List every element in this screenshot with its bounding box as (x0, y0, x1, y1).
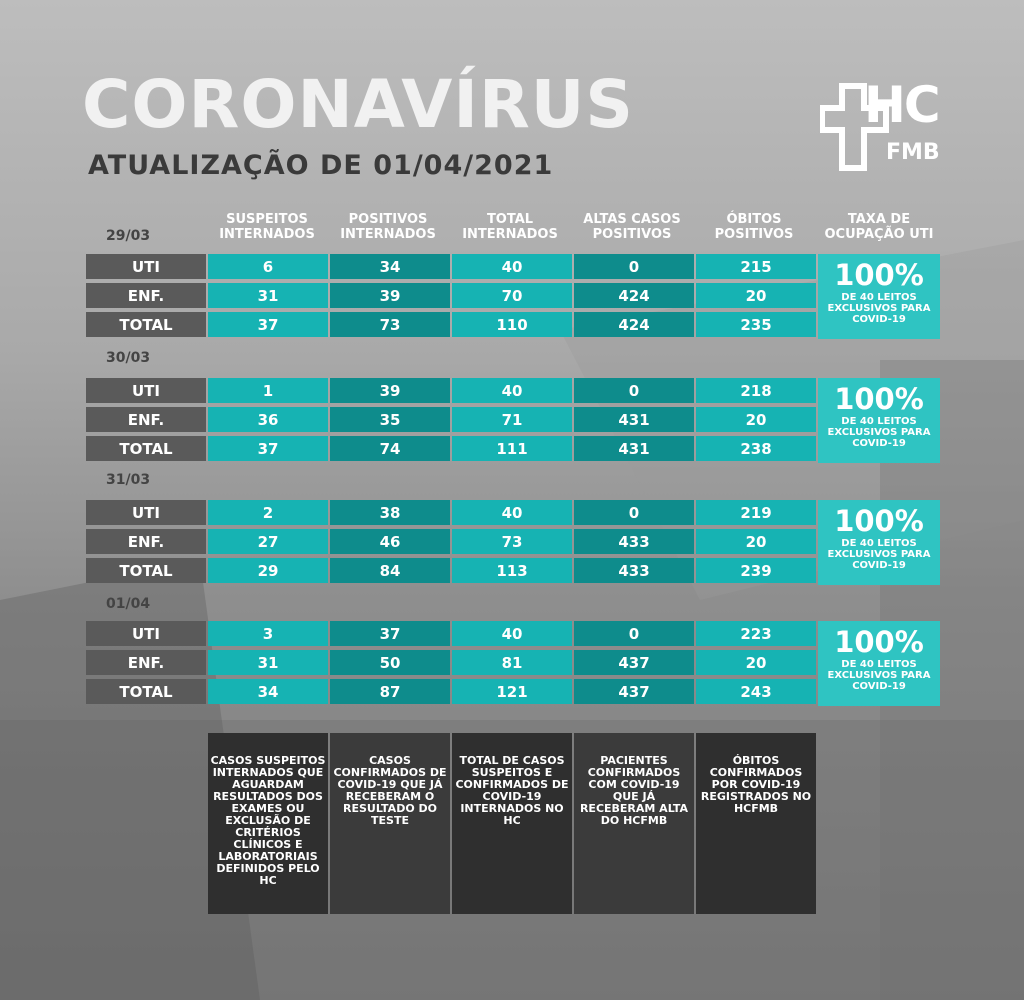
table-cell: 20 (696, 529, 816, 554)
table-cell: 219 (696, 500, 816, 525)
row-label: UTI (86, 621, 206, 646)
table-cell: 424 (574, 283, 694, 308)
table-cell: 27 (208, 529, 328, 554)
table-cell: 84 (330, 558, 450, 583)
row-label: TOTAL (86, 558, 206, 583)
legend-suspeitos: CASOS SUSPEITOS INTERNADOS QUE AGUARDAM RESULTADOS DOS EXAMES OU EXCLUSÃO DE CRITÉRIOS CLÍNICOS E LABORATORIAIS DEFINIDOS PELO HC (208, 733, 328, 914)
table-cell: 50 (330, 650, 450, 675)
table-cell: 31 (208, 650, 328, 675)
table-cell: 238 (696, 436, 816, 461)
table-cell: 433 (574, 529, 694, 554)
table-cell: 424 (574, 312, 694, 337)
legend-altas: PACIENTES CONFIRMADOS COM COVID-19 QUE JÁ RECEBERAM ALTA DO HCFMB (574, 733, 694, 914)
section-date: 30/03 (106, 350, 151, 366)
table-cell: 431 (574, 436, 694, 461)
table-cell: 0 (574, 254, 694, 279)
legend-total: TOTAL DE CASOS SUSPEITOS E CONFIRMADOS DE COVID-19 INTERNADOS NO HC (452, 733, 572, 914)
table-row (86, 529, 808, 554)
table-cell: 20 (696, 650, 816, 675)
page-title: CORONAVÍRUS (82, 66, 634, 143)
section-date: 01/04 (106, 596, 151, 612)
table-row (86, 436, 808, 461)
table-row (86, 407, 808, 432)
table-row (86, 621, 808, 646)
table-cell: 433 (574, 558, 694, 583)
occupancy-rate: 100% (834, 625, 924, 659)
table-cell: 29 (208, 558, 328, 583)
table-cell: 111 (452, 436, 572, 461)
table-row (86, 283, 808, 308)
col-total: TOTAL INTERNADOS (462, 212, 558, 242)
table-cell: 36 (208, 407, 328, 432)
table-cell: 40 (452, 378, 572, 403)
table-cell: 31 (208, 283, 328, 308)
table-cell: 73 (330, 312, 450, 337)
table-cell: 0 (574, 500, 694, 525)
logo-hc: HC (864, 76, 939, 134)
occupancy-rate-box (818, 378, 940, 463)
table-cell: 113 (452, 558, 572, 583)
table-cell: 71 (452, 407, 572, 432)
legend-positivos: CASOS CONFIRMADOS DE COVID-19 QUE JÁ RECEBERAM O RESULTADO DO TESTE (330, 733, 450, 914)
occupancy-rate-box (818, 500, 940, 585)
table-cell: 37 (330, 621, 450, 646)
table-row (86, 679, 808, 704)
col-altas: ALTAS CASOS POSITIVOS (583, 212, 681, 242)
table-cell: 34 (330, 254, 450, 279)
row-label: TOTAL (86, 436, 206, 461)
occupancy-rate-box (818, 254, 940, 339)
table-row (86, 650, 808, 675)
row-label: UTI (86, 500, 206, 525)
occupancy-rate-desc: DE 40 LEITOS EXCLUSIVOS PARA COVID-19 (827, 659, 931, 692)
occupancy-rate: 100% (834, 382, 924, 416)
col-obitos: ÓBITOS POSITIVOS (714, 212, 794, 242)
row-label: UTI (86, 378, 206, 403)
section-date: 29/03 (106, 228, 151, 244)
col-taxa-uti: TAXA DE OCUPAÇÃO UTI (824, 212, 934, 242)
table-row (86, 254, 808, 279)
table-cell: 74 (330, 436, 450, 461)
table-cell: 37 (208, 436, 328, 461)
row-label: ENF. (86, 529, 206, 554)
table-cell: 38 (330, 500, 450, 525)
row-label: ENF. (86, 650, 206, 675)
table-cell: 20 (696, 283, 816, 308)
col-positivos: POSITIVOS INTERNADOS (340, 212, 436, 242)
table-cell: 223 (696, 621, 816, 646)
table-cell: 110 (452, 312, 572, 337)
table-cell: 40 (452, 254, 572, 279)
table-cell: 243 (696, 679, 816, 704)
table-cell: 37 (208, 312, 328, 337)
table-cell: 235 (696, 312, 816, 337)
occupancy-rate-desc: DE 40 LEITOS EXCLUSIVOS PARA COVID-19 (827, 538, 931, 571)
table-cell: 81 (452, 650, 572, 675)
row-label: TOTAL (86, 312, 206, 337)
occupancy-rate: 100% (834, 258, 924, 292)
table-cell: 218 (696, 378, 816, 403)
table-cell: 20 (696, 407, 816, 432)
update-date: ATUALIZAÇÃO DE 01/04/2021 (88, 150, 554, 181)
table-cell: 215 (696, 254, 816, 279)
table-cell: 35 (330, 407, 450, 432)
occupancy-rate: 100% (834, 504, 924, 538)
row-label: UTI (86, 254, 206, 279)
table-cell: 239 (696, 558, 816, 583)
table-cell: 437 (574, 650, 694, 675)
table-cell: 39 (330, 283, 450, 308)
table-cell: 87 (330, 679, 450, 704)
table-cell: 70 (452, 283, 572, 308)
table-cell: 2 (208, 500, 328, 525)
table-cell: 39 (330, 378, 450, 403)
table-row (86, 500, 808, 525)
table-cell: 40 (452, 500, 572, 525)
occupancy-rate-desc: DE 40 LEITOS EXCLUSIVOS PARA COVID-19 (827, 416, 931, 449)
table-cell: 121 (452, 679, 572, 704)
col-suspeitos: SUSPEITOS INTERNADOS (219, 212, 315, 242)
occupancy-rate-box (818, 621, 940, 706)
table-row (86, 558, 808, 583)
occupancy-rate-desc: DE 40 LEITOS EXCLUSIVOS PARA COVID-19 (827, 292, 931, 325)
table-cell: 0 (574, 621, 694, 646)
table-cell: 3 (208, 621, 328, 646)
row-label: TOTAL (86, 679, 206, 704)
table-cell: 73 (452, 529, 572, 554)
section-date: 31/03 (106, 472, 151, 488)
table-row (86, 312, 808, 337)
table-cell: 1 (208, 378, 328, 403)
table-cell: 34 (208, 679, 328, 704)
hc-fmb-logo (820, 76, 940, 172)
table-cell: 46 (330, 529, 450, 554)
row-label: ENF. (86, 407, 206, 432)
row-label: ENF. (86, 283, 206, 308)
legend-obitos: ÓBITOS CONFIRMADOS POR COVID-19 REGISTRADOS NO HCFMB (696, 733, 816, 914)
table-cell: 6 (208, 254, 328, 279)
table-cell: 40 (452, 621, 572, 646)
logo-fmb: FMB (886, 140, 940, 165)
table-row (86, 378, 808, 403)
table-cell: 437 (574, 679, 694, 704)
table-cell: 0 (574, 378, 694, 403)
table-cell: 431 (574, 407, 694, 432)
